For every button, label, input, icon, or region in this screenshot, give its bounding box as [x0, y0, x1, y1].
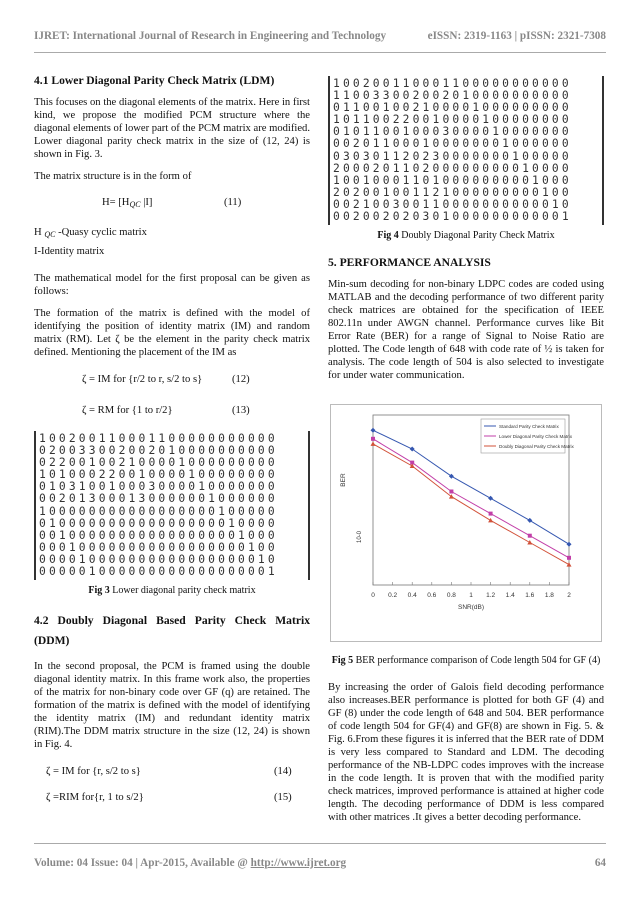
section-heading-5: 5. PERFORMANCE ANALYSIS: [328, 256, 491, 270]
journal-header: [34, 30, 606, 42]
series-line: [373, 444, 569, 565]
matrix-row: 200020110200000000010000: [333, 161, 572, 175]
equation-12: ζ = IM for {r/2 to r, s/2 to s} (12): [82, 374, 250, 385]
left-column: [34, 74, 310, 814]
matrix-row: 022001002100001000000000: [39, 456, 278, 470]
matrix-row: 101000220010000100000000: [39, 468, 278, 482]
data-point: [489, 512, 493, 516]
matrix-row: 000100000000000000000100: [39, 540, 278, 554]
x-tick-label: 1.6: [525, 592, 535, 600]
matrix-row: 010310010003000010000000: [39, 480, 278, 494]
fig5-chart: [330, 404, 602, 642]
data-point: [567, 562, 572, 567]
matrix-row: 101100220010000100000000: [333, 113, 572, 127]
ber-chart-svg: [331, 405, 601, 641]
matrix-row: 202001001121000000000100: [333, 185, 572, 199]
matrix-row: 100200110001100000000000: [39, 432, 278, 445]
x-axis-label: SNR(dB): [457, 604, 485, 612]
matrix-row: 000010000000000000000010: [39, 552, 278, 566]
definition-i: I-Identity matrix: [34, 246, 105, 257]
matrix-row: 100200110001100000000000: [333, 77, 572, 90]
equation-14: ζ = IM for {r, s/2 to s} (14): [46, 766, 292, 778]
data-point: [527, 518, 532, 523]
legend-label: Doubly Diagonal Parity Check Matrix: [499, 444, 574, 450]
paragraph: The mathematical model for the first proposal can be given as follows:: [34, 273, 310, 297]
matrix-row: 002013000130000001000000: [39, 492, 278, 506]
data-point: [567, 556, 571, 560]
x-tick-label: 0: [371, 592, 375, 600]
matrix-row: 002011000100000001000000: [333, 137, 572, 151]
x-tick-label: 1.4: [505, 592, 515, 600]
journal-link[interactable]: http://www.ijret.org: [250, 857, 347, 869]
x-tick-label: 0.6: [427, 592, 437, 600]
data-point: [371, 428, 376, 433]
matrix-row: 110033002002010000000000: [333, 89, 572, 103]
matrix-row: 000001000000000000000001: [39, 565, 278, 579]
paragraph: The formation of the matrix is defined with the model of identifying the position of identity matrix (IM) and random matrix (RM). Let ζ be the element in the parity check matrix defined. Mentioning the placement of the IM as: [34, 308, 310, 358]
legend-label: Standard Parity Check Matrix: [499, 424, 559, 430]
matrix-row: 002002020301000000000001: [333, 210, 572, 224]
y-axis-label: BER: [340, 473, 347, 487]
x-tick-label: 1: [469, 592, 473, 600]
fig3-caption: Fig 3 Lower diagonal parity check matrix: [88, 585, 256, 597]
page-number: 64: [594, 857, 606, 869]
data-point: [488, 496, 493, 501]
x-tick-label: 2: [567, 592, 571, 600]
x-tick-label: 1.2: [486, 592, 496, 600]
matrix-row: 100000000000000000100000: [39, 504, 278, 518]
paragraph: The matrix structure is in the form of: [34, 171, 192, 182]
equation-11: $H= [H_{QC}$ |I] (11): [102, 197, 242, 209]
data-point: [371, 442, 376, 447]
data-point: [567, 542, 572, 547]
matrix-row: 010000000000000000010000: [39, 516, 278, 530]
data-point: [449, 490, 453, 494]
paragraph: Min-sum decoding for non-binary LDPC codes are coded using MATLAB and the decoding performance of two different parity check matrices are obtained for the specification of IEEE 802.11n under AWGN channel. Performance curves like Bit Error Rate (BER) for a range of Signal to Noise Ratio are plotted. The Code length of 648 with code rate of ½ is taken for analysis. The code length of 504 is also selected to investigate for under water communication.: [328, 279, 604, 382]
header-rule: [34, 52, 606, 53]
matrix-row: 002100300110000000000010: [333, 197, 572, 211]
paragraph: By increasing the order of Galois field decoding performance also increases.BER performance is plotted for both GF (4) and GF (8) under the code length of 648 and 504. BER performance of code length 504 for GF(4) and GF(8) are shown in Fig. 5. & Fig. 6.From these figures it is inferred that the BER rate of DDM is very less compared to Standard and LDM. The decoding performance of the NB-LDPC codes improves with the increase in the code length. It is proven that with the modified parity check matrices, improved performance is attained at higher code length. The decoding performance of DDM is less compared with other matrices .It gives a better decoding performance.: [328, 682, 604, 824]
y-tick-label: 10-0: [357, 531, 363, 544]
equation-15: ζ =RIM for{r, 1 to s/2} (15): [46, 792, 292, 804]
series-line: [373, 439, 569, 558]
footer-rule: [34, 843, 606, 844]
x-tick-label: 1.8: [544, 592, 554, 600]
issn: eISSN: 2319-1163 | pISSN: 2321-7308: [427, 30, 606, 42]
equation-number: (11): [224, 197, 242, 208]
matrix-row: 030301120230000000100000: [333, 149, 572, 163]
section-heading-4-1: 4.1 Lower Diagonal Parity Check Matrix (LDM): [34, 74, 275, 87]
fig4-caption: Fig 4 Doubly Diagonal Parity Check Matrix: [377, 230, 555, 242]
fig5-caption: Fig 5 BER performance comparison of Code length 504 for GF (4): [331, 655, 601, 667]
data-point: [527, 540, 532, 545]
footer-volume: Volume: 04 Issue: 04 | Apr-2015, Available @: [34, 857, 251, 869]
x-tick-label: 0.2: [388, 592, 398, 600]
fig4-matrix: [328, 76, 604, 225]
matrix-row: 011001002100001000000000: [333, 101, 572, 115]
equation-13: ζ = RM for {1 to r/2} (13): [82, 405, 250, 416]
journal-name: IJRET: International Journal of Research in Engineering and Technology: [34, 30, 387, 42]
data-point: [528, 534, 532, 538]
data-point: [371, 437, 375, 441]
page-footer: [34, 857, 606, 869]
paragraph: In the second proposal, the PCM is framed using the double diagonal identity matrix. In this frame work also, the properties of the matrix for non-binary code over GF (q) are retained. The formation of the matrix is defined with the model of identifying the identity matrix (IM) and redundant identity matrix (RIM).The DDM matrix structure in the size (12, 24) is shown in Fig. 4.: [34, 661, 310, 751]
legend-label: Lower Diagonal Parity Check Matrix: [499, 434, 573, 440]
matrix-row: 100100011010000000001000: [333, 173, 572, 187]
right-column: [328, 76, 604, 833]
section-heading-4-2: 4.2 Doubly Diagonal Based Parity Check Matrix (DDM): [34, 614, 310, 648]
x-tick-label: 0.4: [407, 592, 417, 600]
matrix-row: 020033002002010000000000: [39, 444, 278, 458]
data-point: [488, 518, 493, 523]
matrix-row: 010110010003000010000000: [333, 125, 572, 139]
definition-hqc: H $_{QC}$ -Quasy cyclic matrix: [34, 227, 147, 239]
paragraph: This focuses on the diagonal elements of the matrix. Here in first kind, we propose the modified PCM structure where the diagonal elements of lower part of the PCM matrix are modified. Lower diagonal parity check matrix in the size of (12, 24) is shown in Fig. 3.: [34, 97, 310, 160]
matrix-row: 001000000000000000001000: [39, 528, 278, 542]
fig3-matrix: [34, 431, 310, 580]
x-tick-label: 0.8: [446, 592, 456, 600]
